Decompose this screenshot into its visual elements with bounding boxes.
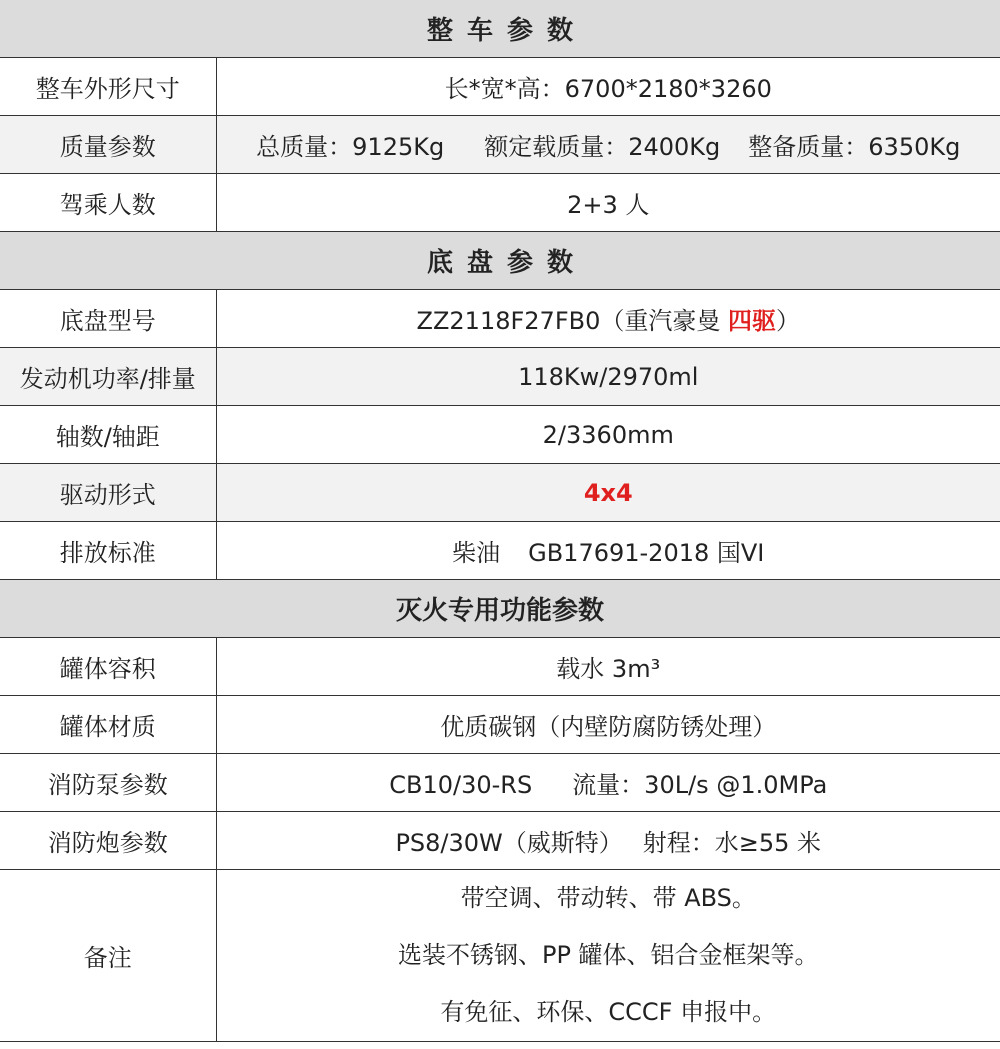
- row-value-emission: [216, 522, 1000, 580]
- row-value-axle: 2/3360mm: [216, 406, 1000, 464]
- table-row: [0, 638, 1000, 696]
- row-label-remarks: 备注: [0, 870, 216, 1042]
- row-value-tank-volume: 载水 3m³: [216, 638, 1000, 696]
- row-label-monitor: 消防炮参数: [0, 812, 216, 870]
- table-row: [0, 116, 1000, 174]
- row-label-axle: 轴数/轴距: [0, 406, 216, 464]
- remark-line-1: 带空调、带动转、带 ABS。: [460, 884, 756, 912]
- section-title-vehicle: 整车参数: [0, 0, 1000, 58]
- row-label-engine: 发动机功率/排量: [0, 348, 216, 406]
- table-row: [0, 58, 1000, 116]
- remark-line-3: 有免征、环保、CCCF 申报中。: [440, 998, 777, 1026]
- emission-fuel: 柴油: [452, 539, 501, 567]
- remark-line-2: 选装不锈钢、PP 罐体、铝合金框架等。: [397, 941, 819, 969]
- row-value-occupants: 2+3 人: [216, 174, 1000, 232]
- section-header-vehicle: [0, 0, 1000, 58]
- chassis-model-prefix: ZZ2118F27FB0（重汽豪曼: [416, 307, 728, 335]
- pump-flow: 流量：30L/s @1.0MPa: [572, 771, 828, 799]
- row-label-pump: 消防泵参数: [0, 754, 216, 812]
- row-value-pump: [216, 754, 1000, 812]
- mass-curb: 整备质量：6350Kg: [748, 133, 961, 161]
- monitor-range: 射程：水≥55 米: [642, 829, 822, 857]
- drive-value: 4x4: [583, 478, 633, 507]
- table-row: [0, 696, 1000, 754]
- row-value-chassis-model: [216, 290, 1000, 348]
- table-row: [0, 406, 1000, 464]
- row-label-emission: 排放标准: [0, 522, 216, 580]
- emission-standard: GB17691-2018 国VI: [528, 539, 765, 567]
- row-value-tank-material: 优质碳钢（内壁防腐防锈处理）: [216, 696, 1000, 754]
- row-label-mass: 质量参数: [0, 116, 216, 174]
- section-header-chassis: [0, 232, 1000, 290]
- table-row: [0, 290, 1000, 348]
- row-label-tank-material: 罐体材质: [0, 696, 216, 754]
- row-value-engine: 118Kw/2970ml: [216, 348, 1000, 406]
- table-row: [0, 464, 1000, 522]
- chassis-model-suffix: ）: [776, 307, 800, 335]
- row-label-dimensions: 整车外形尺寸: [0, 58, 216, 116]
- mass-rated: 额定载质量：2400Kg: [484, 133, 721, 161]
- section-title-chassis: 底盘参数: [0, 232, 1000, 290]
- row-value-drive: [216, 464, 1000, 522]
- row-label-drive: 驱动形式: [0, 464, 216, 522]
- row-value-monitor: [216, 812, 1000, 870]
- table-row: [0, 174, 1000, 232]
- row-value-remarks: [216, 870, 1000, 1042]
- row-value-mass: [216, 116, 1000, 174]
- table-row: [0, 348, 1000, 406]
- row-label-occupants: 驾乘人数: [0, 174, 216, 232]
- row-label-chassis-model: 底盘型号: [0, 290, 216, 348]
- section-header-function: [0, 580, 1000, 638]
- section-title-function: 灭火专用功能参数: [0, 580, 1000, 638]
- row-value-dimensions: 长*宽*高：6700*2180*3260: [216, 58, 1000, 116]
- table-row: [0, 870, 1000, 1042]
- mass-total: 总质量：9125Kg: [256, 133, 445, 161]
- monitor-model: PS8/30W（威斯特）: [395, 829, 623, 857]
- table-row: [0, 754, 1000, 812]
- chassis-drive-highlight: 四驱: [728, 307, 776, 335]
- row-label-tank-volume: 罐体容积: [0, 638, 216, 696]
- table-row: [0, 522, 1000, 580]
- table-row: [0, 812, 1000, 870]
- pump-model: CB10/30-RS: [389, 771, 533, 799]
